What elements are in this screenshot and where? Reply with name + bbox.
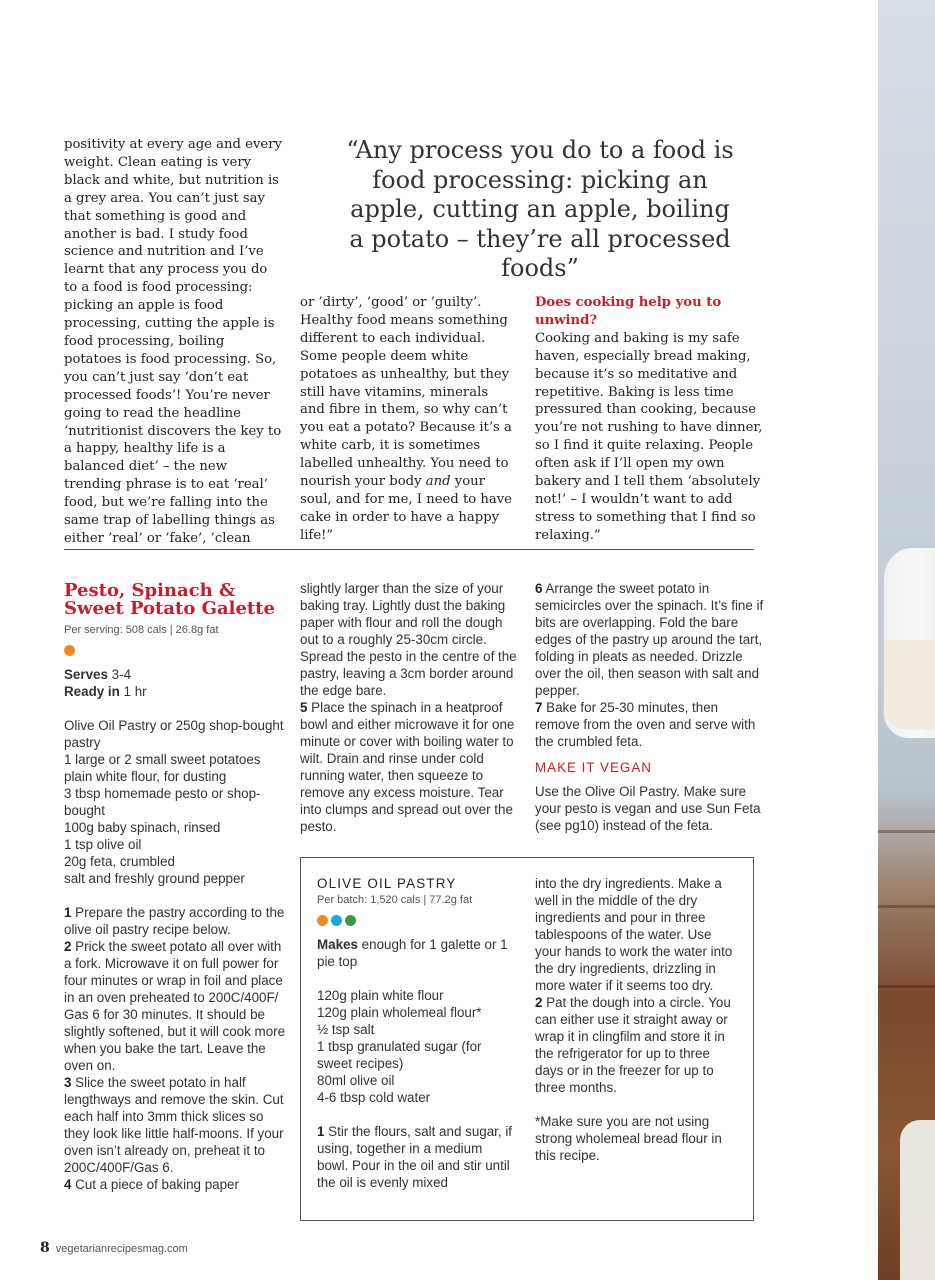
interview-question: Does cooking help you to unwind? (535, 295, 722, 328)
per-batch: Per batch: 1,520 cals | 77.2g fat (317, 894, 473, 906)
recipe-col-1 (64, 622, 289, 1193)
ingredient: plain white flour, for dusting (64, 769, 227, 784)
diet-dot-orange-icon (64, 645, 75, 656)
text-span: or ’dirty’, ’good’ or ’guilty’. Healthy food means something different to each individual. Some people deem white potatoes as unhealthy, but they still have vitamins, minerals and fibre in them, so why can’t you eat a potato? Because it’s a white carb, it is sometimes labelled unhealthy. You need to nourish your body (300, 295, 512, 490)
step-text: Prick the sweet potato all over with a fork. Microwave it on full power for four minutes or wrap in foil and place in an oven preheated to 200C/400F/ Gas 6 for 30 minutes. It should be slightly softened, but it will cook more when you bake the tart. Leave the oven on. (64, 939, 286, 1073)
ingredient: 1 tbsp granulated sugar (for sweet recipes) (317, 1039, 482, 1071)
step-text: Bake for 25-30 minutes, then remove from the oven and serve with the crumbled feta. (535, 700, 756, 749)
diet-dot-orange-icon (317, 915, 328, 926)
step-text: Cut a piece of baking paper (71, 1177, 239, 1192)
step-number: 2 (535, 995, 543, 1010)
page-footer (40, 1240, 188, 1256)
wood-plank-line (878, 985, 935, 988)
vegan-heading: MAKE IT VEGAN (535, 760, 652, 775)
interview-col-3 (535, 294, 763, 545)
method-continued: into the dry ingredients. Make a well in the middle of the dry ingredients and pour in three tablespoons of the water. Use your hands to work the water into the dry ingredients, drizzling in more water if it seems too dry. (535, 876, 733, 993)
makes-label: Makes (317, 937, 358, 952)
ready-value: 1 hr (119, 684, 147, 699)
diet-dot-green-icon (345, 915, 356, 926)
side-photo (878, 0, 935, 1280)
makes-value: enough for 1 galette or 1 pie top (317, 937, 508, 969)
step-number: 5 (300, 700, 308, 715)
pastry-title: OLIVE OIL PASTRY (317, 876, 457, 891)
diet-dots (317, 913, 517, 924)
serves (64, 666, 289, 683)
section-divider (64, 549, 754, 550)
cloth-image (900, 1120, 935, 1280)
pastry-col-1 (317, 875, 517, 1191)
interview-col-1 (64, 136, 282, 548)
step-text: Arrange the sweet potato in semicircles over the spinach. It’s fine if bits are overlapping. Fold the bare edges of the pastry up around the tart, folding in pleats as needed. Drizzle over the oil, then season with salt and pepper. (535, 581, 764, 698)
method-step (535, 699, 765, 750)
milk-image (884, 640, 935, 730)
interview-answer: Cooking and baking is my safe haven, especially bread making, because it’s so meditative and repetitive. Baking is less time pressured than cooking, because you’re not rushing to have dinner, so I find it quite relaxing. People often ask if I’ll open my own bakery and I tell them ‘absolutely not!’ – I wouldn’t want to add stress to something that I find so relaxing.” (535, 330, 763, 543)
step-number: 1 (317, 1124, 325, 1139)
step-text: Prepare the pastry according to the olive oil pastry recipe below. (64, 905, 285, 937)
site-url: vegetarianrecipesmag.com (55, 1243, 188, 1255)
step-number: 7 (535, 700, 543, 715)
step-text: Stir the flours, salt and sugar, if using, together in a medium bowl. Pour in the oil and stir until the oil is evenly mixed (317, 1124, 513, 1190)
pastry-note: *Make sure you are not using strong wholemeal bread flour in this recipe. (535, 1114, 722, 1163)
interview-text-2 (300, 294, 512, 545)
diet-dots (64, 643, 289, 654)
emphasis-text: and (425, 474, 451, 490)
ingredient: ½ tsp salt (317, 1022, 375, 1037)
pastry-col-2 (535, 875, 735, 1164)
step-text: Slice the sweet potato in half lengthways and remove the skin. Cut each half into 3mm thick slices so they look like little half-moons. If your oven isn’t already on, preheat it to 200C/400F/Gas 6. (64, 1075, 284, 1175)
ingredient: 100g baby spinach, rinsed (64, 820, 221, 835)
vegan-text: Use the Olive Oil Pastry. Make sure your pesto is vegan and use Sun Feta (see pg10) instead of the feta. (535, 784, 761, 833)
makes (317, 936, 517, 970)
wood-plank-line (878, 830, 935, 833)
step-number: 2 (64, 939, 72, 954)
recipe-col-2 (300, 580, 518, 835)
ingredient: 120g plain wholemeal flour* (317, 1005, 482, 1020)
step-number: 3 (64, 1075, 72, 1090)
ingredient: 120g plain white flour (317, 988, 444, 1003)
ingredient: 80ml olive oil (317, 1073, 395, 1088)
serves-label: Serves (64, 667, 108, 682)
ready-in (64, 683, 289, 700)
method-continued: slightly larger than the size of your baking tray. Lightly dust the baking paper with flour and roll the dough out to a roughly 25-30cm circle. Spread the pesto in the centre of the pastry, leaving a 3cm border around the edge bare. (300, 581, 517, 698)
method-step (535, 994, 735, 1096)
page-number: 8 (40, 1240, 50, 1256)
wood-plank-line (878, 905, 935, 908)
step-number: 4 (64, 1177, 72, 1192)
ingredient: 3 tbsp homemade pesto or shop-bought (64, 786, 261, 818)
step-text: Pat the dough into a circle. You can either use it straight away or wrap it in clingfilm and store it in the refrigerator for up to three days or in the freezer for up to three months. (535, 995, 731, 1095)
method-step (535, 580, 765, 699)
interview-text: positivity at every age and every weight. Clean eating is very black and white, but nutrition is a grey area. You can’t just say that something is good and another is bad. I study food science and nutrition and I’ve learnt that any process you do to a food is food processing: picking an apple is food processing, cutting the apple is food processing, boiling potatoes is food processing. So, you can’t just say ‘don’t eat processed foods’! You’re never going to read the headline ‘nutritionist discovers the key to a happy, healthy life is a balanced diet’ – the new trending phrase is to eat ‘real’ food, but we’re falling into the same trap of labelling things as either ’real’ or ’fake’, ’clean (64, 137, 282, 546)
per-serving: Per serving: 508 cals | 26.8g fat (64, 624, 219, 636)
ingredient: 1 tsp olive oil (64, 837, 142, 852)
method-step (64, 1074, 289, 1176)
ingredient: Olive Oil Pastry or 250g shop-bought pastry (64, 718, 284, 750)
method-step (64, 904, 289, 938)
method-step (64, 938, 289, 1074)
step-number: 1 (64, 905, 72, 920)
ingredient: 20g feta, crumbled (64, 854, 175, 869)
text-span: your soul, and for me, I need to have cake in order to have a happy life!” (300, 474, 512, 543)
ready-label: Ready in (64, 684, 120, 699)
step-text: Place the spinach in a heatproof bowl and either microwave it for one minute or cover with boiling water to wilt. Drain and rinse under cold running water, then squeeze to remove any excess moisture. Tear into clumps and spread out over the pesto. (300, 700, 515, 834)
interview-col-2 (300, 294, 512, 545)
ingredient: salt and freshly ground pepper (64, 871, 245, 886)
recipe-col-3 (535, 580, 765, 750)
method-step (300, 699, 518, 835)
pull-quote: “Any process you do to a food is food processing: picking an apple, cutting an apple, boiling a potato – they’re all processed foods” (346, 136, 734, 282)
step-number: 6 (535, 581, 543, 596)
ingredient: 4-6 tbsp cold water (317, 1090, 431, 1105)
recipe-title: Pesto, Spinach & Sweet Potato Galette (64, 580, 276, 619)
method-step (64, 1176, 289, 1193)
diet-dot-cyan-icon (331, 915, 342, 926)
method-step (317, 1123, 517, 1191)
serves-value: 3-4 (107, 667, 132, 682)
ingredient: 1 large or 2 small sweet potatoes (64, 752, 261, 767)
